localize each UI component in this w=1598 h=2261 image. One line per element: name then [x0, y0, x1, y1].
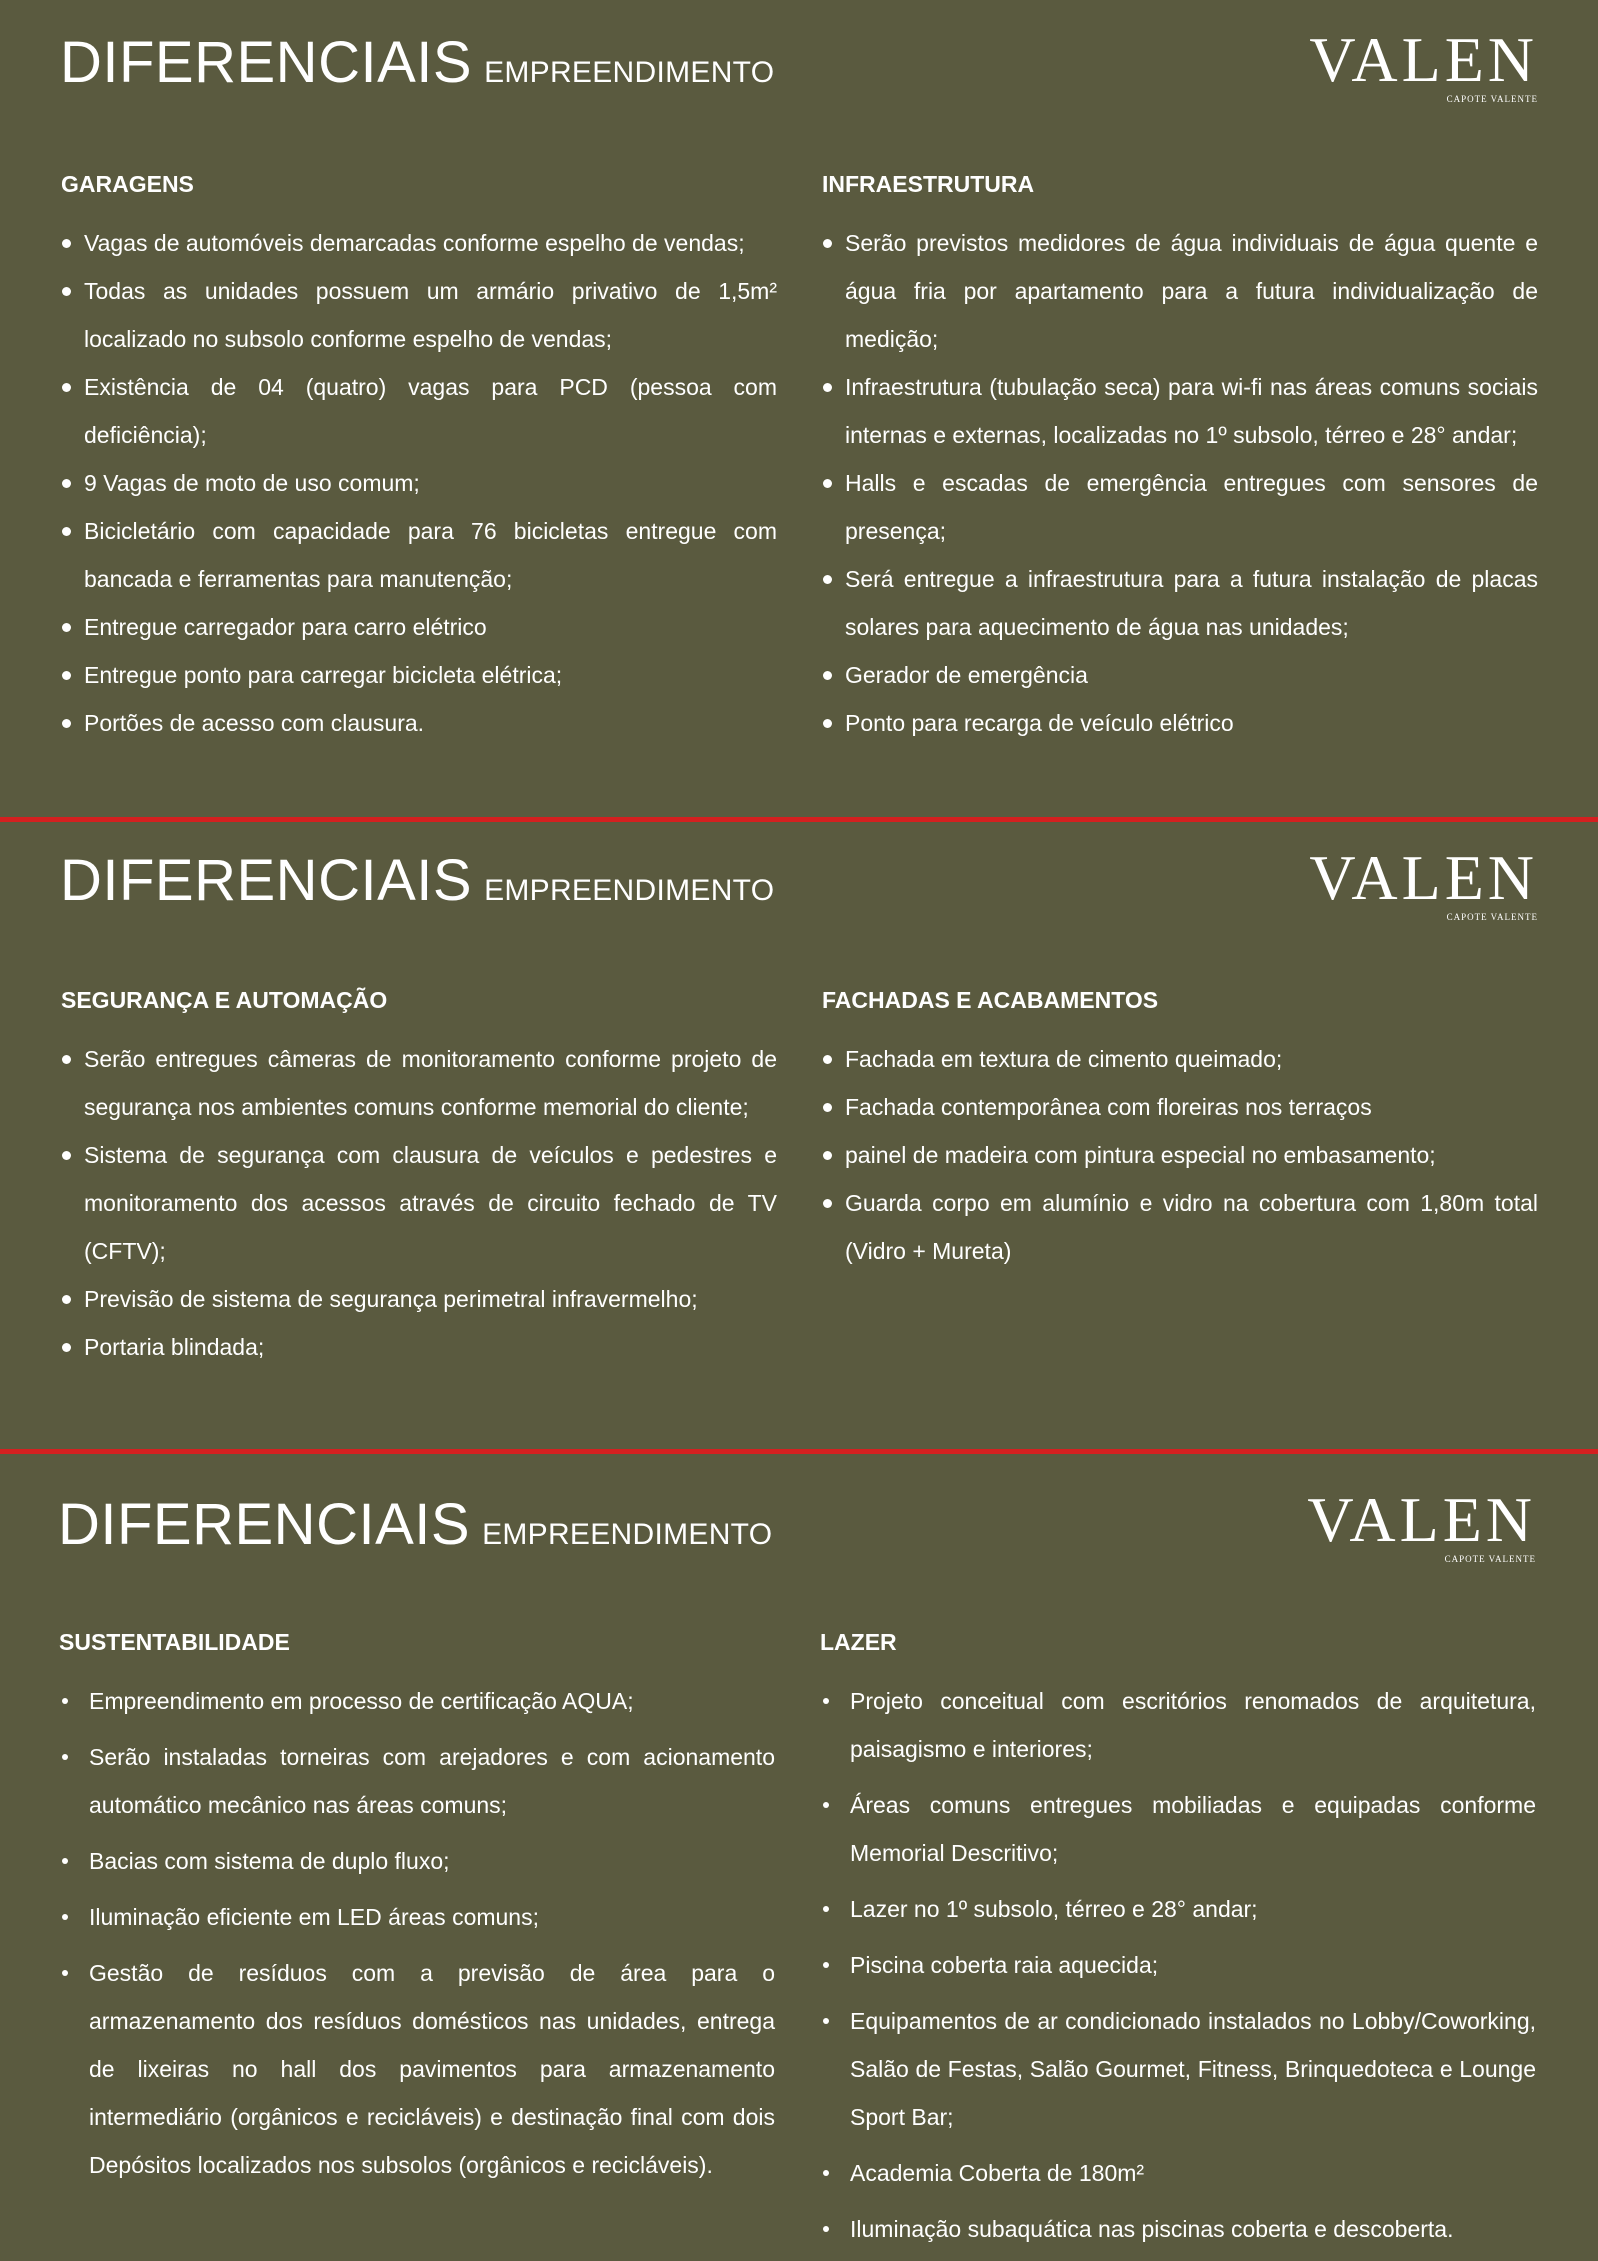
logo-word: VALEN [1309, 842, 1538, 913]
list-item: Infraestrutura (tubulação seca) para wi-fi nas áreas comuns sociais internas e externas, localizadas no 1º subsolo, térreo e 28° andar; [822, 363, 1538, 459]
section-sustentabilidade [59, 1629, 775, 2197]
list-item: Todas as unidades possuem um armário privativo de 1,5m² localizado no subsolo conforme espelho de vendas; [61, 267, 777, 363]
list-item: Lazer no 1º subsolo, térreo e 28° andar; [820, 1885, 1536, 1933]
bullet-list [820, 1677, 1536, 2253]
panel-garagens-infraestrutura [0, 0, 1598, 817]
logo-word: VALEN [1307, 1484, 1536, 1555]
section-fachadas-acabamentos [822, 987, 1538, 1275]
bullet-list [59, 1677, 775, 2189]
logo-subtitle: CAPOTE VALENTE [1446, 912, 1538, 922]
list-item: Vagas de automóveis demarcadas conforme espelho de vendas; [61, 219, 777, 267]
bullet-list [61, 219, 777, 747]
section-heading: INFRAESTRUTURA [822, 171, 1035, 197]
bullet-list [61, 1035, 777, 1371]
section-heading: LAZER [820, 1629, 897, 1655]
list-item: Ponto para recarga de veículo elétrico [822, 699, 1538, 747]
list-item: Halls e escadas de emergência entregues com sensores de presença; [822, 459, 1538, 555]
panel-title [58, 1492, 773, 1557]
list-item: Portões de acesso com clausura. [61, 699, 777, 747]
list-item: Guarda corpo em alumínio e vidro na cobertura com 1,80m total (Vidro + Mureta) [822, 1179, 1538, 1275]
title-sub: EMPREENDIMENTO [482, 1518, 773, 1551]
section-heading: SEGURANÇA E AUTOMAÇÃO [61, 987, 388, 1013]
panel-seguranca-fachadas [0, 816, 1598, 1450]
list-item: Empreendimento em processo de certificação AQUA; [59, 1677, 775, 1725]
section-infraestrutura [822, 171, 1538, 747]
list-item: Gestão de resíduos com a previsão de área para o armazenamento dos resíduos domésticos nas unidades, entrega de lixeiras no hall dos pavimentos para armazenamento intermediário (orgânicos e recicláveis) e destinação final com dois Depósitos localizados nos subsolos (orgânicos e recicláveis). [59, 1949, 775, 2189]
section-seguranca-automacao [61, 987, 777, 1371]
list-item: Equipamentos de ar condicionado instalados no Lobby/Coworking, Salão de Festas, Salão Gourmet, Fitness, Brinquedoteca e Lounge Sport Bar; [820, 1997, 1536, 2141]
logo-subtitle: CAPOTE VALENTE [1446, 94, 1538, 104]
list-item: Existência de 04 (quatro) vagas para PCD (pessoa com deficiência); [61, 363, 777, 459]
list-item: Gerador de emergência [822, 651, 1538, 699]
list-item: Academia Coberta de 180m² [820, 2149, 1536, 2197]
list-item: Entregue ponto para carregar bicicleta elétrica; [61, 651, 777, 699]
title-sub: EMPREENDIMENTO [484, 874, 775, 907]
list-item: Serão previstos medidores de água individuais de água quente e água fria por apartamento para a futura individualização de medição; [822, 219, 1538, 363]
list-item: Projeto conceitual com escritórios renomados de arquitetura, paisagismo e interiores; [820, 1677, 1536, 1773]
valen-logo [1298, 24, 1538, 104]
panel-title [60, 30, 775, 95]
list-item: Iluminação eficiente em LED áreas comuns; [59, 1893, 775, 1941]
logo-subtitle: CAPOTE VALENTE [1444, 1554, 1536, 1564]
list-item: Bacias com sistema de duplo fluxo; [59, 1837, 775, 1885]
bullet-list [822, 219, 1538, 747]
section-heading: GARAGENS [61, 171, 194, 197]
title-sub: EMPREENDIMENTO [484, 56, 775, 89]
list-item: Portaria blindada; [61, 1323, 777, 1371]
list-item: Serão instaladas torneiras com arejadores e com acionamento automático mecânico nas áreas comuns; [59, 1733, 775, 1829]
panel-sustentabilidade-lazer [0, 1454, 1598, 2261]
section-heading: FACHADAS E ACABAMENTOS [822, 987, 1159, 1013]
section-garagens [61, 171, 777, 747]
list-item: Entregue carregador para carro elétrico [61, 603, 777, 651]
valen-logo [1298, 842, 1538, 922]
list-item: painel de madeira com pintura especial no embasamento; [822, 1131, 1538, 1179]
title-main: DIFERENCIAIS [60, 30, 473, 95]
section-heading: SUSTENTABILIDADE [59, 1629, 290, 1655]
bullet-list [822, 1035, 1538, 1275]
list-item: Sistema de segurança com clausura de veículos e pedestres e monitoramento dos acessos através de circuito fechado de TV (CFTV); [61, 1131, 777, 1275]
title-main: DIFERENCIAIS [60, 848, 473, 913]
list-item: Previsão de sistema de segurança perimetral infravermelho; [61, 1275, 777, 1323]
list-item: Será entregue a infraestrutura para a futura instalação de placas solares para aquecimento de água nas unidades; [822, 555, 1538, 651]
title-main: DIFERENCIAIS [58, 1492, 471, 1557]
list-item: Áreas comuns entregues mobiliadas e equipadas conforme Memorial Descritivo; [820, 1781, 1536, 1877]
list-item: Serão entregues câmeras de monitoramento conforme projeto de segurança nos ambientes comuns conforme memorial do cliente; [61, 1035, 777, 1131]
list-item: Piscina coberta raia aquecida; [820, 1941, 1536, 1989]
logo-word: VALEN [1309, 24, 1538, 95]
list-item: Fachada contemporânea com floreiras nos terraços [822, 1083, 1538, 1131]
section-lazer [820, 1629, 1536, 2261]
list-item: 9 Vagas de moto de uso comum; [61, 459, 777, 507]
list-item: Bicicletário com capacidade para 76 bicicletas entregue com bancada e ferramentas para manutenção; [61, 507, 777, 603]
list-item: Fachada em textura de cimento queimado; [822, 1035, 1538, 1083]
panel-title [60, 848, 775, 913]
valen-logo [1296, 1484, 1536, 1564]
list-item: Iluminação subaquática nas piscinas coberta e descoberta. [820, 2205, 1536, 2253]
